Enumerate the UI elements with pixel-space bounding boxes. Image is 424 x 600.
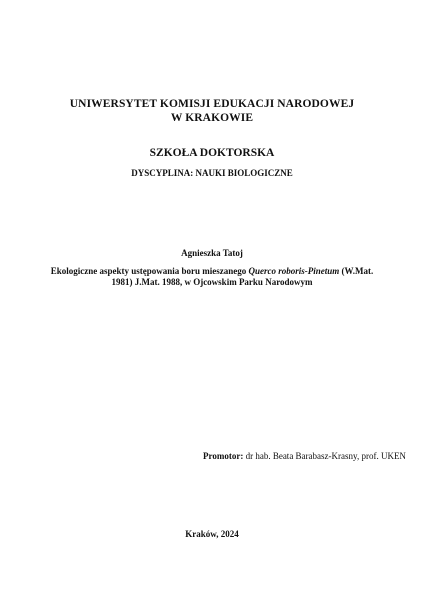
university-name-line2: W KRAKOWIE xyxy=(170,112,254,124)
thesis-title-line1 xyxy=(0,266,424,276)
author-name: Agnieszka Tatoj xyxy=(181,248,243,258)
thesis-title-text: Ekologiczne aspekty ustępowania boru mieszanego xyxy=(50,266,249,276)
place-and-date: Kraków, 2024 xyxy=(185,529,239,539)
promotor-value: dr hab. Beata Barabasz-Krasny, prof. UKEN xyxy=(243,451,406,461)
school-name: SZKOŁA DOKTORSKA xyxy=(149,147,275,159)
promotor-label: Promotor: xyxy=(203,451,244,461)
discipline: DYSCYPLINA: NAUKI BIOLOGICZNE xyxy=(131,168,293,178)
thesis-title-latin-name: Querco roboris-Pinetum xyxy=(248,266,340,276)
thesis-title-authority: (W.Mat. xyxy=(339,266,374,276)
thesis-title-line2: 1981) J.Mat. 1988, w Ojcowskim Parku Narodowym xyxy=(111,277,313,287)
university-name-line1: UNIWERSYTET KOMISJI EDUKACJI NARODOWEJ xyxy=(69,98,355,110)
promotor xyxy=(203,451,406,461)
